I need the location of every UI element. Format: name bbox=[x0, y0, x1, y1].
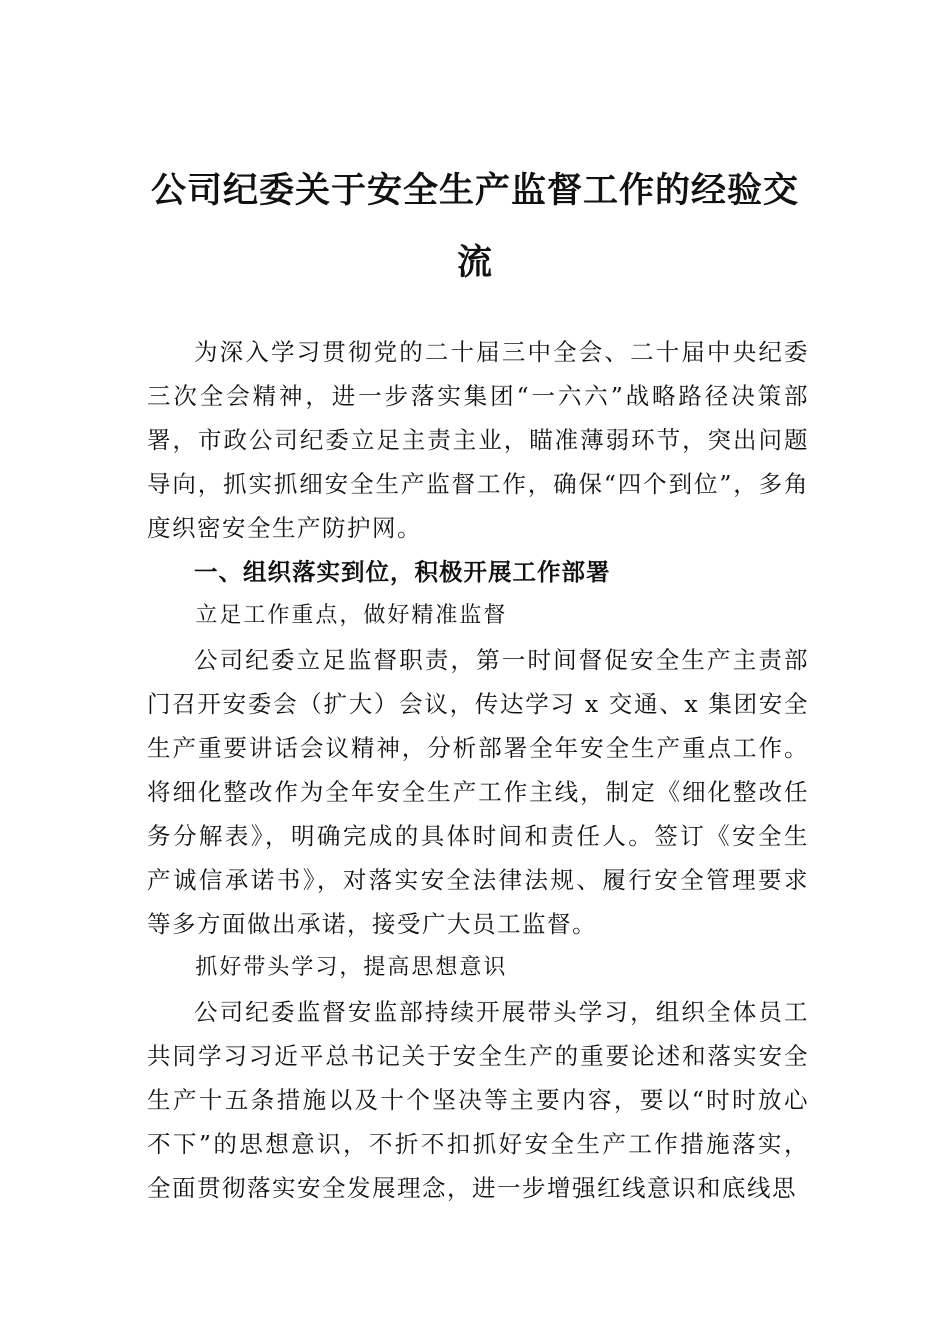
subsection-title-1: 立足工作重点，做好精准监督 bbox=[195, 603, 508, 628]
intro-paragraph: 为深入学习贯彻党的二十届三中全会、二十届中央纪委三次全会精神，进一步落实集团“一六六”战略路径决策部署，市政公司纪委立足主责主业，瞄准薄弱环节，突出问题导向，抓实抓细安全生产监督工作，确保“四个到位”，多角度织密安全生产防护网。 bbox=[147, 338, 809, 542]
document-title: 公司纪委关于安全生产监督工作的经验交流 bbox=[150, 171, 799, 283]
document-body bbox=[147, 330, 809, 1210]
section-heading-1: 一、组织落实到位，积极开展工作部署 bbox=[194, 558, 611, 586]
subsection-paragraph-1: 公司纪委立足监督职责，第一时间督促安全生产主责部门召开安委会（扩大）会议，传达学习 x 交通、x 集团安全生产重要讲话会议精神，分析部署全年安全生产重点工作。将细化整改作为全年安全生产工作主线，制定《细化整改任务分解表》，明确完成的具体时间和责任人。签订《安全生产诚信承诺书》，对落实安全法律法规、履行安全管理要求等多方面做出承诺，接受广大员工监督。 bbox=[147, 646, 809, 938]
subsection-paragraph-2: 公司纪委监督安监部持续开展带头学习，组织全体员工共同学习习近平总书记关于安全生产的重要论述和落实安全生产十五条措施以及十个坚决等主要内容，要以“时时放心不下”的思想意识，不折不扣抓好安全生产工作措施落实，全面贯彻落实安全发展理念，进一步增强红线意识和底线思 bbox=[147, 998, 809, 1202]
subsection-title-2: 抓好带头学习，提高思想意识 bbox=[195, 955, 508, 980]
